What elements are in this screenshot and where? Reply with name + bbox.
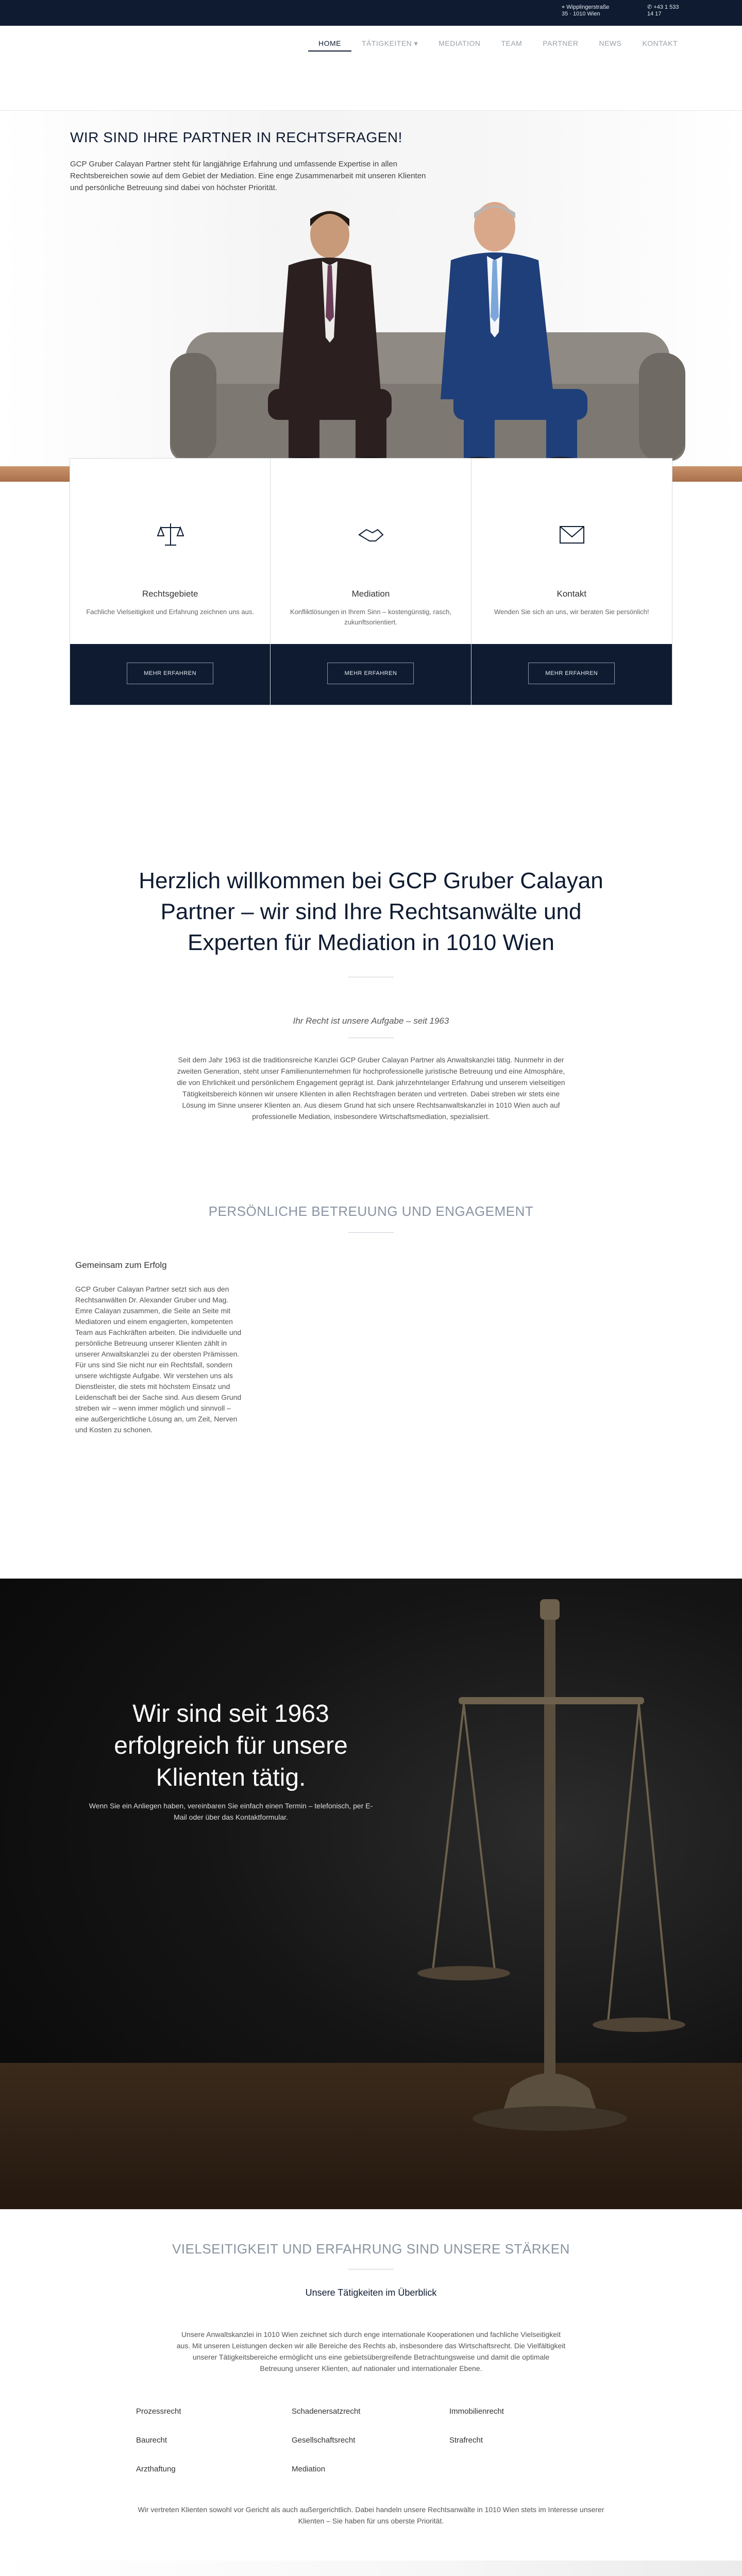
address-line1: Wipplingerstraße	[566, 4, 610, 10]
mehr-erfahren-button[interactable]: MEHR ERFAHREN	[328, 663, 414, 684]
top-info-bar	[0, 0, 742, 26]
scales-image	[392, 1579, 701, 2209]
address-line2: 35 · 1010 Wien	[562, 11, 600, 17]
feature-rechtsgebiete	[70, 459, 271, 705]
handshake-icon	[357, 520, 385, 548]
nav-kontakt[interactable]: KONTAKT	[642, 39, 678, 47]
divider	[348, 1232, 394, 1233]
hero-title: WIR SIND IHRE PARTNER IN RECHTSFRAGEN!	[70, 129, 402, 145]
area-link[interactable]: Arzthaftung	[136, 2465, 176, 2473]
scales-section	[0, 1579, 742, 2209]
feature-title: Rechtsgebiete	[142, 589, 198, 599]
area-link[interactable]: Baurecht	[136, 2436, 167, 2445]
feature-band	[70, 644, 270, 705]
strengths-heading: VIELSEITIGKEIT UND ERFAHRUNG SIND UNSERE STÄRKEN	[172, 2241, 570, 2257]
contact-section	[0, 2561, 742, 2576]
nav-news[interactable]: NEWS	[599, 39, 622, 47]
scales-text: Wenn Sie ein Anliegen haben, vereinbaren Sie einfach einen Termin – telefonisch, per E-Mail oder über das Kontaktformular.	[89, 1802, 373, 1821]
area-link[interactable]: Immobilienrecht	[449, 2407, 504, 2416]
phone-info[interactable]	[647, 4, 679, 18]
nav-home[interactable]: HOME	[308, 36, 351, 52]
area-link[interactable]: Gesellschaftsrecht	[292, 2436, 356, 2445]
welcome-section	[0, 866, 742, 977]
scales-icon	[157, 520, 184, 548]
personal-text: GCP Gruber Calayan Partner setzt sich aus den Rechtsanwälten Dr. Alexander Gruber und Mag. Emre Calayan zusammen, die Seite an Seite mit Mediatoren und einem engagierten, kompetenten Team aus Fachkräften arbeiten. Die individuelle und persönliche Betreuung unserer Klienten zählt in unserer Anwaltskanzlei zu der obersten Prämissen. Für uns sind Sie nicht nur ein Rechtsfall, sondern unsere wichtigste Aufgabe. Wir verstehen uns als Dienstleister, die stets mit höchstem Einsatz und Leidenschaft bei der Sache sind. Aus diesem Grund streben wir – wenn immer möglich und sinnvoll – eine außergerichtliche Lösung an, um Zeit, Nerven und Kosten zu schonen.	[75, 1285, 242, 1434]
welcome-intro: Seit dem Jahr 1963 ist die traditionsreiche Kanzlei GCP Gruber Calayan Partner als Anwaltskanzlei tätig. Nunmehr in der zweiten Generation, steht unser Familienunternehmen für hochprofessionelle juristische Betreuung und eine Atmosphäre, die von Ehrlichkeit und persönlichem Engagement geprägt ist. Dank jahrzehntelanger Erfahrung und unserem vielseitigen Tätigkeitsbereich können wir unsere Klienten in allen Rechtsfragen beraten und vertreten. Dabei streben wir stets eine Lösung im Sinne unserer Klienten an. Aus diesem Grund hat sich unsere Rechtsanwaltskanzlei in 1010 Wien auch auf professionelle Mediation, insbesondere Wirtschaftsmediation, spezialisiert.	[177, 1056, 565, 1121]
welcome-tagline: Ihr Recht ist unsere Aufgabe – seit 1963	[293, 1016, 449, 1026]
nav-mediation[interactable]: MEDIATION	[439, 39, 481, 47]
hero-section	[0, 111, 742, 482]
mehr-erfahren-button[interactable]: MEHR ERFAHREN	[127, 663, 213, 684]
nav-partner[interactable]: PARTNER	[543, 39, 579, 47]
feature-title: Kontakt	[556, 589, 587, 599]
feature-band	[271, 644, 470, 705]
phone-line2[interactable]: 14 17	[647, 11, 662, 17]
strengths-text: Unsere Anwaltskanzlei in 1010 Wien zeichnet sich durch enge internationale Kooperationen und fachliche Vielseitigkeit aus. Mit unseren Leistungen decken wir alle Bereiche des Rechts ab, insbesondere das Wirtschaftsrecht. Die Vielfältigkeit unserer Tätigkeitsbereiche ermöglicht uns eine gebietsübergreifende Betrachtungsweise und damit die optimale Betreuung unserer Klienten, auf nationaler und internationaler Ebene.	[176, 2330, 566, 2372]
phone-line1[interactable]: +43 1 533	[653, 4, 679, 10]
strengths-subheading: Unsere Tätigkeiten im Überblick	[305, 2287, 437, 2298]
nav-menu	[308, 36, 688, 52]
feature-band	[471, 644, 672, 705]
area-link[interactable]: Prozessrecht	[136, 2407, 181, 2416]
area-link[interactable]: Schadenersatzrecht	[292, 2407, 361, 2416]
envelope-icon	[558, 520, 586, 548]
mehr-erfahren-button[interactable]: MEHR ERFAHREN	[528, 663, 615, 684]
strengths-bottom-text: Wir vertreten Klienten sowohl vor Gericht als auch außergerichtlich. Dabei handeln unsere Rechtsanwälte in 1010 Wien stets im Interesse unserer Klienten – Sie haben für uns oberste Priorität.	[138, 2505, 604, 2525]
nav-taetigkeiten[interactable]: TÄTIGKEITEN ▾	[362, 39, 418, 47]
feature-text: Wenden Sie sich an uns, wir beraten Sie persönlich!	[494, 608, 649, 616]
area-link[interactable]: Mediation	[292, 2465, 326, 2473]
feature-kontakt	[471, 459, 672, 705]
personal-subheading: Gemeinsam zum Erfolg	[75, 1260, 167, 1270]
feature-text: Fachliche Vielseitigkeit und Erfahrung zeichnen uns aus.	[86, 608, 254, 616]
map-pin-icon: ⌖	[562, 4, 565, 10]
nav-team[interactable]: TEAM	[501, 39, 522, 47]
feature-text: Konfliktlösungen in Ihrem Sinn – kostengünstig, rasch, zukunftsorientiert.	[290, 608, 451, 626]
phone-icon: ✆	[647, 4, 652, 10]
feature-boxes	[70, 459, 672, 705]
scales-heading: Wir sind seit 1963 erfolgreich für unsere Klienten tätig.	[114, 1700, 348, 1791]
area-link[interactable]: Strafrecht	[449, 2436, 483, 2445]
address-info	[562, 4, 609, 18]
feature-title: Mediation	[351, 589, 390, 599]
hero-text: GCP Gruber Calayan Partner steht für langjährige Erfahrung und umfassende Expertise in allen Rechtsbereichen sowie auf dem Gebiet der Mediation. Eine enge Zusammenarbeit mit unseren Klienten und persönliche Betreuung sind dabei von höchster Priorität.	[70, 160, 426, 192]
welcome-heading: Herzlich willkommen bei GCP Gruber Calayan Partner – wir sind Ihre Rechtsanwälte und Experten für Mediation in 1010 Wien	[139, 868, 603, 955]
feature-mediation	[271, 459, 471, 705]
main-navigation	[0, 26, 742, 111]
personal-heading: PERSÖNLICHE BETREUUNG UND ENGAGEMENT	[208, 1204, 534, 1219]
